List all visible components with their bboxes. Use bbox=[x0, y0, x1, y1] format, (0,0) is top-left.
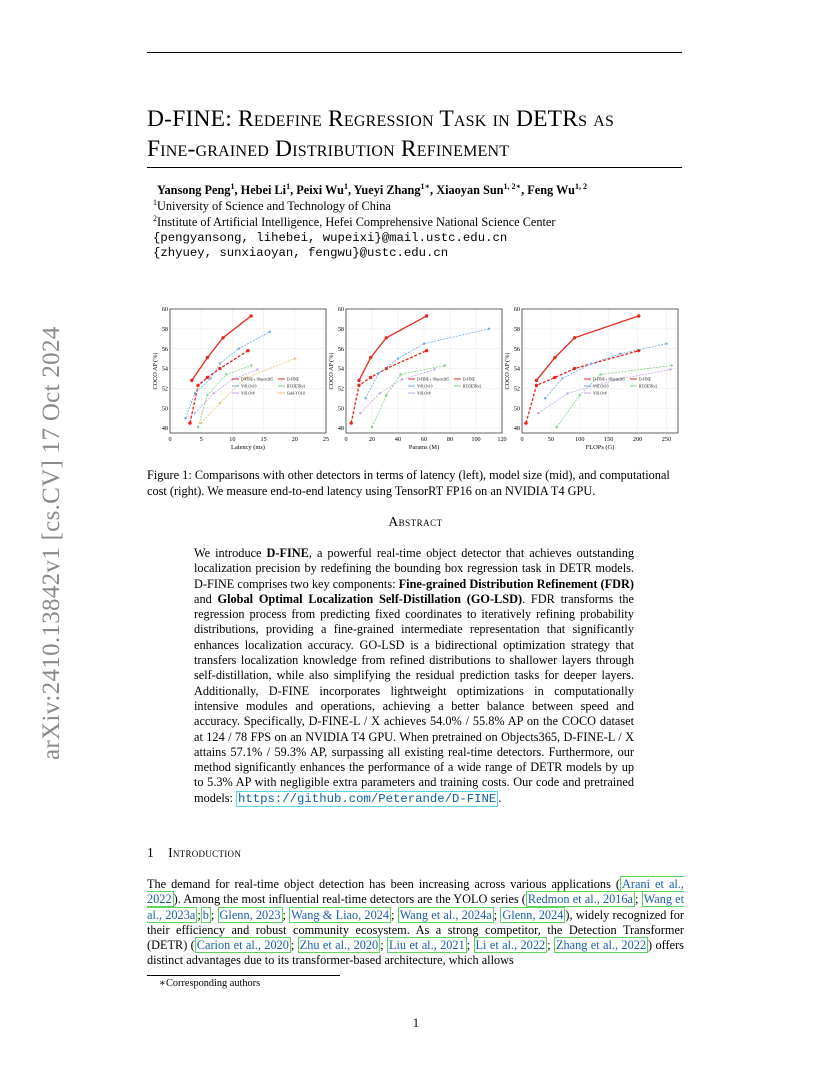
author-affiliation-mark: 1 bbox=[343, 182, 348, 191]
x-axis-label: Params (M) bbox=[408, 444, 440, 451]
x-tick-label: 100 bbox=[575, 436, 585, 443]
author-name: Xiaoyan Sun bbox=[436, 183, 504, 198]
y-tick-label: 56 bbox=[161, 345, 168, 353]
data-point bbox=[553, 356, 556, 359]
data-point bbox=[188, 421, 191, 424]
data-point bbox=[488, 328, 490, 330]
citation-link[interactable]: Redmon et al., 2016a bbox=[527, 892, 633, 907]
y-tick-label: 48 bbox=[513, 425, 520, 433]
x-tick-label: 10 bbox=[229, 436, 236, 443]
data-point bbox=[256, 368, 258, 370]
data-point bbox=[219, 362, 221, 364]
legend-label: D-FINE + Objects365 bbox=[241, 377, 273, 382]
data-point bbox=[249, 314, 252, 317]
author-affiliation-mark: 1 bbox=[230, 182, 235, 191]
x-tick-label: 50 bbox=[547, 436, 554, 443]
abstract-heading: Abstract bbox=[388, 514, 443, 529]
y-tick-label: 60 bbox=[337, 306, 344, 314]
data-point bbox=[359, 412, 361, 414]
x-tick-label: 0 bbox=[344, 436, 348, 443]
data-point bbox=[524, 421, 527, 424]
data-point bbox=[269, 331, 271, 333]
y-tick-label: 52 bbox=[337, 385, 344, 393]
legend-label: D-FINE + Objects365 bbox=[417, 377, 449, 382]
series-line bbox=[536, 316, 638, 380]
affiliation-2: $^2$Institute of Artificial Intelligence, Hefei Comprehensive National Science Center bbox=[153, 214, 556, 230]
citation-link[interactable]: Liu et al., 2021 bbox=[389, 938, 465, 953]
legend-label: YOLOv8 bbox=[241, 391, 255, 396]
legend-label: RT-DETRv2 bbox=[287, 384, 306, 389]
citation-link[interactable]: Wang et al., 2024a bbox=[399, 907, 492, 922]
y-tick-label: 50 bbox=[337, 405, 344, 413]
data-point bbox=[200, 422, 202, 424]
citation-link[interactable]: Glenn, 2024 bbox=[502, 907, 564, 922]
data-point bbox=[194, 412, 196, 414]
code-link[interactable]: https://github.com/Peterande/D-FINE bbox=[238, 791, 497, 806]
legend-label: D-FINE + Objects365 bbox=[593, 377, 625, 382]
x-axis-label: Latency (ms) bbox=[231, 444, 265, 451]
data-point bbox=[397, 357, 399, 359]
x-axis-label: FLOPs (G) bbox=[585, 444, 615, 451]
data-point bbox=[555, 426, 557, 428]
author-list: Yansong Peng$^1$, Hebei Li$^1$, Peixi Wu$^1$, Yueyi Zhang$^{1∗}$, Xiaoyan Sun$^{1, 2∗}$, Feng Wu$^{1, 2}$ bbox=[157, 182, 587, 198]
data-point bbox=[401, 378, 403, 380]
data-point bbox=[371, 426, 373, 428]
section-heading: 1 Introduction bbox=[147, 845, 242, 860]
data-point bbox=[590, 362, 592, 364]
data-point bbox=[196, 384, 199, 387]
data-point bbox=[194, 392, 196, 394]
series-line bbox=[526, 351, 639, 423]
legend-label: D-FINE bbox=[287, 377, 299, 382]
data-point bbox=[535, 384, 538, 387]
flops-chart bbox=[502, 303, 684, 461]
citation-link[interactable]: Zhang et al., 2022 bbox=[555, 938, 647, 953]
legend-label: RT-DETRv2 bbox=[463, 384, 482, 389]
data-point bbox=[561, 377, 563, 379]
author-affiliation-mark: 1∗ bbox=[420, 182, 431, 191]
data-point bbox=[190, 379, 193, 382]
legend-label: YOLOv8 bbox=[593, 391, 607, 396]
data-point bbox=[246, 349, 249, 352]
data-point bbox=[357, 379, 360, 382]
abstract-body: We introduce D-FINE, a powerful real-time object detector that achieves outstanding localization precision by redefining the bounding box regression task in DETR models. D-FINE comprises two key components: Fine-grained Distribution Refinement (FDR) and Global Optimal Localization Self-Distillation (GO-LSD). FDR transforms the regression process from predicting fixed coordinates to iteratively refining probability distributions, providing a fine-grained intermediate representation that significantly enhances localization accuracy. GO-LSD is a bidirectional optimization strategy that transfers localization knowledge from refined distributions to shallower layers through self-distillation, while also simplifying the residual prediction tasks for deeper layers. Additionally, D-FINE incorporates lightweight optimizations in computationally intensive modules and operations, achieving a better balance between speed and accuracy. Specifically, D-FINE-L / X achieves 54.0% / 55.8% AP on the COCO dataset at 124 / 78 FPS on an NVIDIA T4 GPU. When pretrained on Objects365, D-FINE-L / X attains 57.1% / 59.3% AP, surpassing all existing real-time detectors. Furthermore, our method significantly enhances the performance of a wide range of DETR models by up to 5.3% AP with negligible extra parameters and training costs. Our code and pretrained models: https://github.com/Peterande/D-FINE . bbox=[194, 546, 634, 806]
data-point bbox=[619, 352, 621, 354]
x-tick-label: 20 bbox=[368, 436, 376, 443]
data-point bbox=[250, 364, 252, 366]
data-point bbox=[219, 402, 221, 404]
y-tick-label: 48 bbox=[337, 425, 344, 433]
data-point bbox=[212, 392, 214, 394]
data-point bbox=[221, 336, 224, 339]
y-tick-label: 58 bbox=[337, 326, 344, 334]
author-name: Hebei Li bbox=[240, 183, 287, 198]
title-line-2: Fine-grained Distribution Refinement bbox=[147, 136, 510, 162]
data-point bbox=[350, 421, 353, 424]
data-point bbox=[537, 412, 539, 414]
y-tick-label: 54 bbox=[161, 365, 168, 373]
plot-frame bbox=[522, 309, 678, 433]
data-point bbox=[225, 373, 227, 375]
citation-link[interactable]: Wang & Liao, 2024 bbox=[291, 907, 390, 922]
y-axis-label: COCO AP (%) bbox=[328, 352, 335, 390]
data-point bbox=[385, 336, 388, 339]
data-point bbox=[553, 376, 556, 379]
y-tick-label: 56 bbox=[337, 345, 344, 353]
legend-label: Gold-YOLO bbox=[287, 391, 306, 396]
y-tick-label: 48 bbox=[161, 425, 168, 433]
legend-label: D-FINE bbox=[463, 377, 475, 382]
legend-label: YOLOv8 bbox=[417, 391, 431, 396]
title-line-1: D-FINE: Redefine Regression Task in DETRs as bbox=[147, 106, 615, 132]
author-affiliation-mark: 1 bbox=[286, 182, 291, 191]
data-point bbox=[433, 368, 435, 370]
email-line-2: {zhyuey, sunxiaoyan, fengwu}@ustc.edu.cn bbox=[153, 246, 449, 260]
author-affiliation-mark: 1, 2∗ bbox=[503, 182, 522, 191]
data-point bbox=[579, 394, 581, 396]
x-tick-label: 0 bbox=[168, 436, 172, 443]
x-tick-label: 100 bbox=[471, 436, 481, 443]
data-point bbox=[573, 336, 576, 339]
intro-paragraph: The demand for real-time object detection has been increasing across various applications ( Arani et al., 2022 ). Among the most influential real-time detectors are the YOLO series ( Redmon et al., 2016a ; Wang et al., 2023a ; b ; Glenn, 2023 ; Wang & Liao, 2024 ; Wang et al., 2024a ; Glenn, 2024 ), widely recognized for their efficiency and robust community ecosystem. As a strong competitor, the Detection Transformer (DETR) ( Carion et al., 2020 ; Zhu et al., 2020 ; Liu et al., 2021 ; Li et al., 2022 ; Zhang et al., 2022 ) offers distinct advantages due to its transformer-based architecture, which allows bbox=[147, 877, 685, 968]
y-tick-label: 50 bbox=[161, 405, 168, 413]
citation-link[interactable]: b bbox=[202, 907, 209, 922]
y-tick-label: 56 bbox=[513, 345, 520, 353]
citation-link[interactable]: Wang et al., 2023a bbox=[147, 892, 685, 922]
footnote: ∗Corresponding authors bbox=[159, 978, 261, 989]
citation-link[interactable]: Arani et al., 2022 bbox=[147, 877, 684, 907]
series-line bbox=[186, 332, 270, 418]
x-tick-label: 150 bbox=[604, 436, 614, 443]
data-point bbox=[218, 367, 221, 370]
params-chart bbox=[326, 303, 508, 461]
y-axis-label: COCO AP (%) bbox=[504, 352, 511, 390]
data-point bbox=[444, 364, 446, 366]
data-point bbox=[573, 367, 576, 370]
paper-title bbox=[147, 104, 687, 164]
data-point bbox=[665, 343, 667, 345]
series-line bbox=[372, 366, 445, 428]
legend-label: RT-DETRv2 bbox=[639, 384, 658, 389]
data-point bbox=[599, 373, 601, 375]
legend-label: YOLOv10 bbox=[593, 384, 609, 389]
x-tick-label: 15 bbox=[260, 436, 267, 443]
data-point bbox=[184, 417, 186, 419]
data-point bbox=[637, 314, 640, 317]
plot-frame bbox=[170, 309, 326, 433]
y-tick-label: 54 bbox=[337, 365, 344, 373]
data-point bbox=[357, 384, 360, 387]
title-rule bbox=[147, 167, 682, 168]
author-name: Peixi Wu bbox=[296, 183, 344, 198]
series-line bbox=[192, 316, 251, 380]
y-tick-label: 60 bbox=[161, 306, 168, 314]
x-tick-label: 40 bbox=[394, 436, 402, 443]
data-point bbox=[535, 379, 538, 382]
x-tick-label: 250 bbox=[661, 436, 672, 443]
x-tick-label: 0 bbox=[520, 436, 524, 443]
x-tick-label: 120 bbox=[497, 436, 507, 443]
y-tick-label: 60 bbox=[513, 306, 520, 314]
footnote-rule bbox=[147, 975, 340, 976]
author-name: Yueyi Zhang bbox=[353, 183, 421, 198]
citation-link[interactable]: Li et al., 2022 bbox=[475, 938, 546, 953]
y-tick-label: 52 bbox=[513, 385, 520, 393]
legend-label: YOLOv10 bbox=[417, 384, 433, 389]
data-point bbox=[669, 368, 671, 370]
legend-label: D-FINE bbox=[639, 377, 651, 382]
x-tick-label: 80 bbox=[446, 436, 454, 443]
data-point bbox=[209, 377, 211, 379]
x-tick-label: 20 bbox=[291, 436, 298, 443]
top-rule bbox=[147, 52, 682, 53]
x-tick-label: 60 bbox=[420, 436, 428, 443]
y-tick-label: 50 bbox=[513, 405, 520, 413]
data-point bbox=[544, 397, 546, 399]
data-point bbox=[197, 426, 199, 428]
data-point bbox=[369, 376, 372, 379]
data-point bbox=[369, 356, 372, 359]
x-tick-label: 5 bbox=[199, 436, 203, 443]
data-point bbox=[566, 392, 568, 394]
data-point bbox=[206, 394, 208, 396]
author-name: Feng Wu bbox=[527, 183, 575, 198]
y-tick-label: 58 bbox=[513, 326, 520, 334]
data-point bbox=[399, 373, 401, 375]
author-affiliation-mark: 1, 2 bbox=[574, 182, 587, 191]
data-point bbox=[364, 397, 366, 399]
series-line bbox=[545, 344, 666, 399]
series-line bbox=[557, 366, 672, 428]
data-point bbox=[294, 357, 296, 359]
data-point bbox=[379, 392, 381, 394]
series-line bbox=[351, 351, 426, 423]
legend-label: YOLOv10 bbox=[241, 384, 257, 389]
y-tick-label: 58 bbox=[161, 326, 168, 334]
data-point bbox=[237, 347, 239, 349]
author-name: Yansong Peng bbox=[157, 183, 231, 198]
data-point bbox=[425, 349, 428, 352]
y-axis-label: COCO AP (%) bbox=[152, 352, 159, 390]
data-point bbox=[670, 364, 672, 366]
data-point bbox=[425, 314, 428, 317]
data-point bbox=[206, 356, 209, 359]
data-point bbox=[385, 394, 387, 396]
citation-link[interactable]: Carion et al., 2020 bbox=[196, 938, 289, 953]
x-tick-label: 25 bbox=[322, 436, 330, 443]
x-tick-label: 200 bbox=[632, 436, 643, 443]
y-tick-label: 54 bbox=[513, 365, 520, 373]
figure-caption: Figure 1: Comparisons with other detectors in terms of latency (left), model size (mid), and computational cost (right). We measure end-to-end latency using TensorRT FP16 on an NVIDIA T4 GPU. bbox=[147, 468, 670, 498]
email-line-1: {pengyansong, lihebei, wupeixi}@mail.ustc.edu.cn bbox=[153, 231, 508, 245]
data-point bbox=[206, 376, 209, 379]
citation-link[interactable]: Glenn, 2023 bbox=[219, 907, 281, 922]
affiliation-1: $^1$University of Science and Technology of China bbox=[153, 198, 391, 214]
latency-chart bbox=[150, 303, 332, 461]
page-number: 1 bbox=[412, 1016, 420, 1030]
data-point bbox=[423, 343, 425, 345]
data-point bbox=[377, 372, 379, 374]
citation-link[interactable]: Zhu et al., 2020 bbox=[299, 938, 379, 953]
y-tick-label: 52 bbox=[161, 385, 168, 393]
